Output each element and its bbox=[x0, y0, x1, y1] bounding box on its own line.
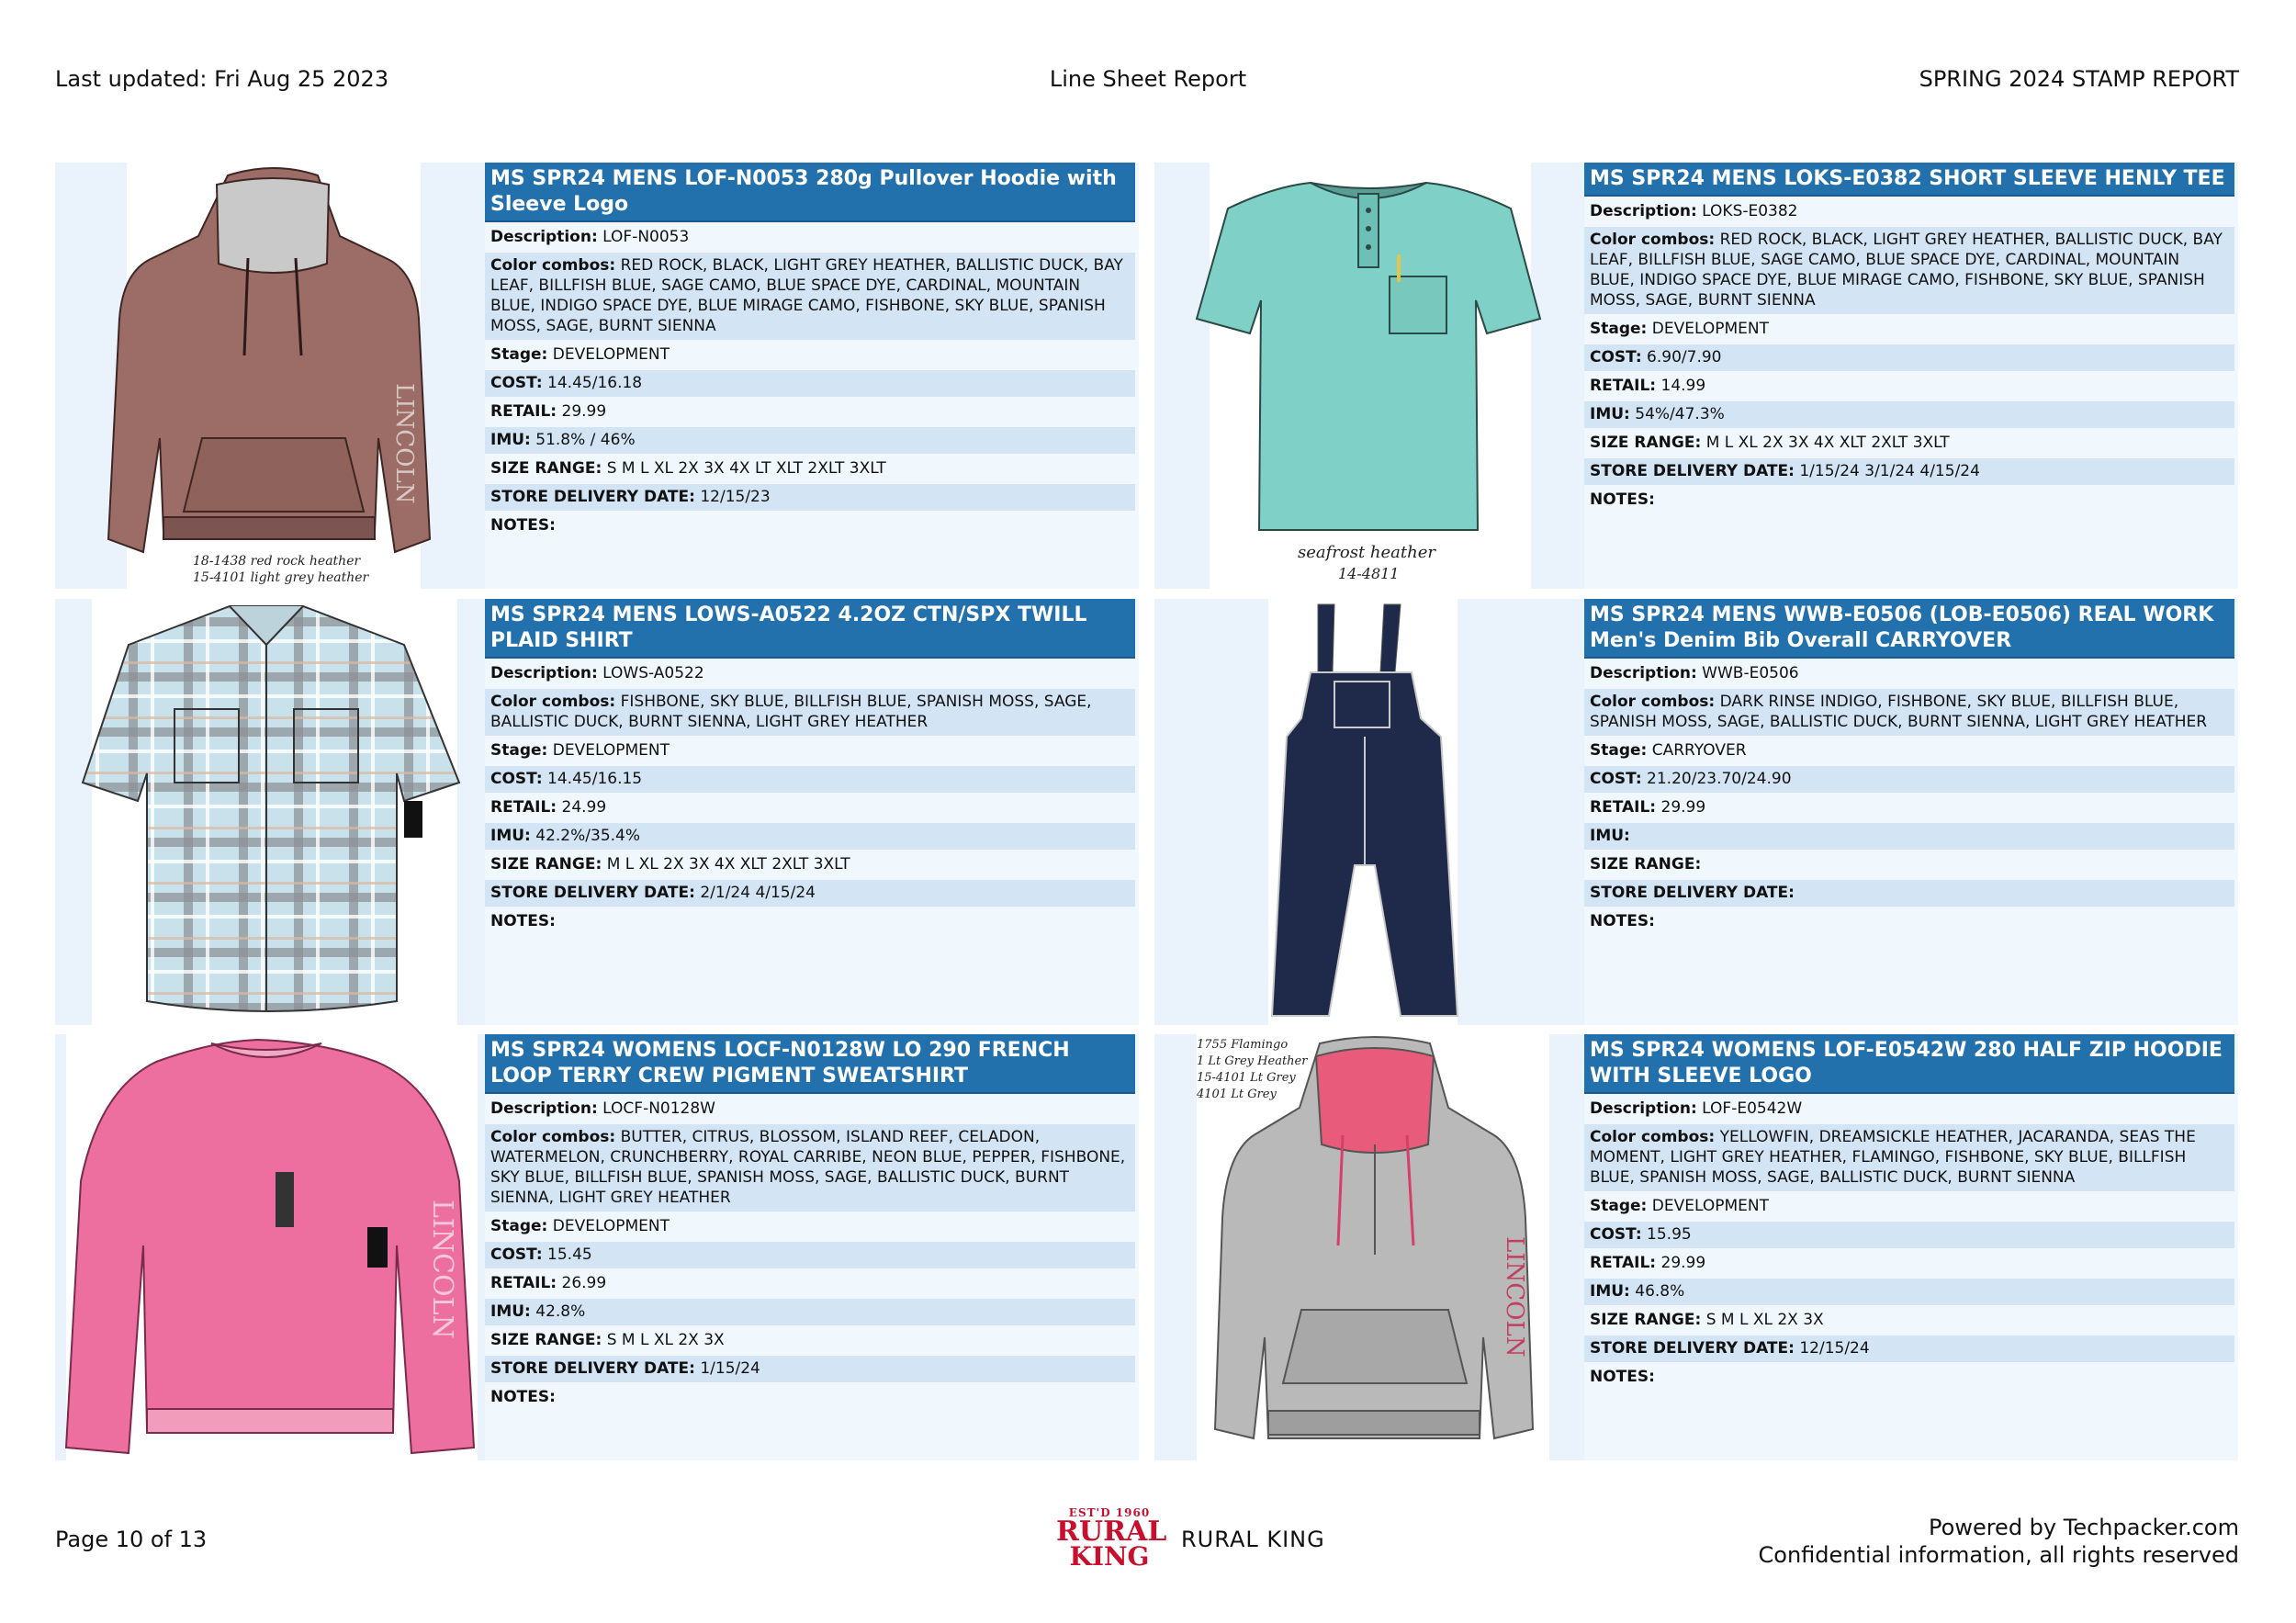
product-image bbox=[1154, 599, 1584, 1025]
field-label: Color combos: bbox=[1590, 1128, 1716, 1146]
field-label: SIZE RANGE: bbox=[490, 459, 602, 478]
field-label: RETAIL: bbox=[1590, 798, 1657, 817]
description-value: LOCF-N0128W bbox=[602, 1099, 715, 1118]
delivery-value: 1/15/24 bbox=[700, 1359, 760, 1378]
powered-by: Powered by Techpacker.com bbox=[1929, 1515, 2239, 1540]
field-label: Description: bbox=[490, 228, 598, 246]
delivery-value: 1/15/24 3/1/24 4/15/24 bbox=[1799, 462, 1980, 480]
field-label: STORE DELIVERY DATE: bbox=[1590, 462, 1795, 480]
description-value: LOKS-E0382 bbox=[1702, 202, 1798, 220]
cost-value: 14.45/16.15 bbox=[547, 770, 643, 788]
retail-value: 29.99 bbox=[1660, 798, 1706, 817]
color-combos-value: FISHBONE, SKY BLUE, BILLFISH BLUE, SPANISH MOSS, SAGE, BALLISTIC DUCK, BURNT SIENNA, LIGHT GREY HEATHER bbox=[490, 693, 1092, 731]
product-info bbox=[1584, 599, 2234, 935]
confidential-notice: Confidential information, all rights reserved bbox=[1758, 1542, 2239, 1568]
imu-value: 51.8% / 46% bbox=[535, 431, 636, 449]
product-image bbox=[55, 599, 485, 1025]
image-caption: 15-4101 light grey heather bbox=[193, 570, 369, 585]
description-value: LOWS-A0522 bbox=[602, 664, 704, 682]
field-label: SIZE RANGE: bbox=[1590, 1311, 1702, 1329]
size-range-value: M L XL 2X 3X 4X XLT 2XLT 3XLT bbox=[606, 855, 850, 873]
stage-value: DEVELOPMENT bbox=[552, 345, 670, 364]
field-label: NOTES: bbox=[490, 516, 556, 535]
field-label: RETAIL: bbox=[490, 402, 557, 421]
delivery-value: 2/1/24 4/15/24 bbox=[700, 884, 816, 902]
retail-value: 26.99 bbox=[561, 1274, 607, 1292]
field-label: IMU: bbox=[1590, 827, 1630, 845]
product-card bbox=[55, 599, 1139, 1025]
page-number: Page 10 of 13 bbox=[55, 1527, 208, 1552]
logo-word-2: KING bbox=[1069, 1541, 1150, 1572]
field-label: IMU: bbox=[490, 431, 531, 449]
delivery-value: 12/15/24 bbox=[1799, 1339, 1870, 1358]
cost-value: 14.45/16.18 bbox=[547, 374, 643, 392]
season-title: SPRING 2024 STAMP REPORT bbox=[1919, 66, 2239, 92]
size-range-value: S M L XL 2X 3X bbox=[606, 1331, 725, 1349]
image-caption: 18-1438 red rock heather bbox=[193, 554, 361, 569]
size-range-value: S M L XL 2X 3X 4X LT XLT 2XLT 3XLT bbox=[606, 459, 886, 478]
imu-value: 42.8% bbox=[535, 1302, 586, 1321]
stage-value: CARRYOVER bbox=[1651, 741, 1747, 760]
field-label: STORE DELIVERY DATE: bbox=[490, 1359, 695, 1378]
product-info bbox=[1584, 163, 2234, 513]
product-title: MS SPR24 MENS LOKS-E0382 SHORT SLEEVE HENLY TEE bbox=[1584, 163, 2234, 197]
report-title: Line Sheet Report bbox=[1049, 66, 1247, 92]
sleeve-logo: LINCOLN bbox=[390, 383, 418, 504]
field-label: Stage: bbox=[1590, 741, 1648, 760]
field-label: Description: bbox=[490, 664, 598, 682]
imu-value: 42.2%/35.4% bbox=[535, 827, 641, 845]
color-combos-value: RED ROCK, BLACK, LIGHT GREY HEATHER, BALLISTIC DUCK, BAY LEAF, BILLFISH BLUE, SAGE CAMO, BLUE SPACE DYE, CARDINAL, MOUNTAIN BLUE, INDIGO SPACE DYE, BLUE MIRAGE CAMO, FISHBONE, SKY BLUE, SPANISH MOSS, SAGE, BURNT SIENNA bbox=[1590, 231, 2223, 310]
image-caption: 14-4811 bbox=[1338, 565, 1400, 582]
last-updated: Last updated: Fri Aug 25 2023 bbox=[55, 66, 389, 92]
logo-word-1: RURAL bbox=[1056, 1516, 1167, 1548]
cost-value: 21.20/23.70/24.90 bbox=[1647, 770, 1792, 788]
imu-value: 54%/47.3% bbox=[1635, 405, 1725, 423]
field-label: COST: bbox=[490, 1245, 543, 1264]
field-label: Description: bbox=[1590, 1099, 1697, 1118]
field-label: RETAIL: bbox=[1590, 377, 1657, 395]
field-label: COST: bbox=[1590, 770, 1642, 788]
stage-value: DEVELOPMENT bbox=[1651, 320, 1769, 338]
size-range-value: M L XL 2X 3X 4X XLT 2XLT 3XLT bbox=[1705, 434, 1950, 452]
product-title: MS SPR24 WOMENS LOF-E0542W 280 HALF ZIP HOODIE WITH SLEEVE LOGO bbox=[1584, 1034, 2234, 1094]
description-value: LOF-N0053 bbox=[602, 228, 690, 246]
field-label: RETAIL: bbox=[490, 1274, 557, 1292]
footer-right bbox=[1759, 1514, 2239, 1569]
field-label: Stage: bbox=[490, 1217, 548, 1235]
field-label: Color combos: bbox=[490, 693, 616, 711]
field-label: Color combos: bbox=[490, 1128, 616, 1146]
product-info bbox=[485, 1034, 1135, 1411]
field-label: COST: bbox=[1590, 348, 1642, 366]
image-caption: 15-4101 Lt Grey bbox=[1197, 1071, 1296, 1085]
field-label: NOTES: bbox=[1590, 1368, 1655, 1386]
field-label: Description: bbox=[1590, 202, 1697, 220]
sleeve-logo: LINCOLN bbox=[1501, 1236, 1528, 1358]
field-label: Stage: bbox=[1590, 1197, 1648, 1215]
field-label: RETAIL: bbox=[490, 798, 557, 817]
rural-king-logo bbox=[1056, 1506, 1167, 1578]
cost-value: 6.90/7.90 bbox=[1647, 348, 1722, 366]
field-label: SIZE RANGE: bbox=[1590, 855, 1702, 873]
description-value: WWB-E0506 bbox=[1702, 664, 1799, 682]
image-caption: 1 Lt Grey Heather bbox=[1197, 1054, 1308, 1068]
field-label: STORE DELIVERY DATE: bbox=[490, 884, 695, 902]
image-caption: 1755 Flamingo bbox=[1197, 1038, 1289, 1052]
size-range-value: S M L XL 2X 3X bbox=[1705, 1311, 1824, 1329]
retail-value: 29.99 bbox=[561, 402, 607, 421]
product-title: MS SPR24 WOMENS LOCF-N0128W LO 290 FRENCH LOOP TERRY CREW PIGMENT SWEATSHIRT bbox=[485, 1034, 1135, 1094]
field-label: IMU: bbox=[490, 827, 531, 845]
field-label: SIZE RANGE: bbox=[490, 855, 602, 873]
product-info bbox=[485, 163, 1135, 539]
brand-name: RURAL KING bbox=[1181, 1527, 1325, 1552]
field-label: NOTES: bbox=[490, 912, 556, 930]
field-label: Description: bbox=[490, 1099, 598, 1118]
product-info bbox=[485, 599, 1135, 935]
image-caption: 4101 Lt Grey bbox=[1197, 1088, 1277, 1101]
product-image bbox=[1154, 1034, 1584, 1460]
field-label: IMU: bbox=[490, 1302, 531, 1321]
field-label: STORE DELIVERY DATE: bbox=[490, 488, 695, 506]
field-label: Color combos: bbox=[490, 256, 616, 275]
field-label: STORE DELIVERY DATE: bbox=[1590, 884, 1795, 902]
product-card bbox=[1154, 599, 2238, 1025]
field-label: Color combos: bbox=[1590, 693, 1716, 711]
sleeve-logo: LINCOLN bbox=[426, 1200, 458, 1339]
field-label: NOTES: bbox=[490, 1388, 556, 1406]
stage-value: DEVELOPMENT bbox=[552, 1217, 670, 1235]
field-label: SIZE RANGE: bbox=[1590, 434, 1702, 452]
cost-value: 15.45 bbox=[547, 1245, 592, 1264]
field-label: COST: bbox=[490, 770, 543, 788]
field-label: Color combos: bbox=[1590, 231, 1716, 249]
retail-value: 14.99 bbox=[1660, 377, 1706, 395]
logo-est: EST'D 1960 bbox=[1068, 1506, 1151, 1519]
field-label: Description: bbox=[1590, 664, 1697, 682]
product-card bbox=[1154, 1034, 2238, 1460]
cost-value: 15.95 bbox=[1647, 1225, 1692, 1244]
color-combos-value: RED ROCK, BLACK, LIGHT GREY HEATHER, BALLISTIC DUCK, BAY LEAF, BILLFISH BLUE, SAGE CAMO, BLUE SPACE DYE, CARDINAL, MOUNTAIN BLUE, INDIGO SPACE DYE, BLUE MIRAGE CAMO, FISHBONE, SKY BLUE, SPANISH MOSS, SAGE, BURNT SIENNA bbox=[490, 256, 1123, 335]
product-info bbox=[1584, 1034, 2234, 1391]
product-card bbox=[55, 163, 1139, 589]
image-caption: seafrost heather bbox=[1298, 543, 1435, 562]
product-image bbox=[55, 163, 485, 589]
product-title: MS SPR24 MENS LOWS-A0522 4.2OZ CTN/SPX TWILL PLAID SHIRT bbox=[485, 599, 1135, 659]
product-title: MS SPR24 MENS WWB-E0506 (LOB-E0506) REAL WORK Men's Denim Bib Overall CARRYOVER bbox=[1584, 599, 2234, 659]
field-label: COST: bbox=[490, 374, 543, 392]
delivery-value: 12/15/23 bbox=[700, 488, 771, 506]
field-label: IMU: bbox=[1590, 405, 1630, 423]
product-title: MS SPR24 MENS LOF-N0053 280g Pullover Hoodie with Sleeve Logo bbox=[485, 163, 1135, 222]
field-label: Stage: bbox=[1590, 320, 1648, 338]
field-label: COST: bbox=[1590, 1225, 1642, 1244]
product-image bbox=[55, 1034, 485, 1460]
field-label: SIZE RANGE: bbox=[490, 1331, 602, 1349]
product-card bbox=[55, 1034, 1139, 1460]
field-label: Stage: bbox=[490, 345, 548, 364]
imu-value: 46.8% bbox=[1635, 1282, 1685, 1301]
retail-value: 24.99 bbox=[561, 798, 607, 817]
field-label: IMU: bbox=[1590, 1282, 1630, 1301]
field-label: Stage: bbox=[490, 741, 548, 760]
product-image bbox=[1154, 163, 1584, 589]
field-label: NOTES: bbox=[1590, 912, 1655, 930]
field-label: RETAIL: bbox=[1590, 1254, 1657, 1272]
description-value: LOF-E0542W bbox=[1702, 1099, 1803, 1118]
stage-value: DEVELOPMENT bbox=[1651, 1197, 1769, 1215]
color-combos-value: YELLOWFIN, DREAMSICKLE HEATHER, JACARANDA, SEAS THE MOMENT, LIGHT GREY HEATHER, FLAMINGO, FISHBONE, SKY BLUE, BILLFISH BLUE, SPANISH MOSS, SAGE, BALLISTIC DUCK, BURNT SIENNA bbox=[1590, 1128, 2196, 1187]
retail-value: 29.99 bbox=[1660, 1254, 1706, 1272]
color-combos-value: BUTTER, CITRUS, BLOSSOM, ISLAND REEF, CELADON, WATERMELON, CRUNCHBERRY, ROYAL CARRIBE, NEON BLUE, PEPPER, FISHBONE, SKY BLUE, BILLFISH BLUE, SPANISH MOSS, SAGE, BALLISTIC DUCK, BURNT SIENNA, LIGHT GREY HEATHER bbox=[490, 1128, 1126, 1207]
product-card bbox=[1154, 163, 2238, 589]
stage-value: DEVELOPMENT bbox=[552, 741, 670, 760]
field-label: NOTES: bbox=[1590, 490, 1655, 509]
color-combos-value: DARK RINSE INDIGO, FISHBONE, SKY BLUE, BILLFISH BLUE, SPANISH MOSS, SAGE, BALLISTIC DUCK, BURNT SIENNA, LIGHT GREY HEATHER bbox=[1590, 693, 2208, 731]
field-label: STORE DELIVERY DATE: bbox=[1590, 1339, 1795, 1358]
